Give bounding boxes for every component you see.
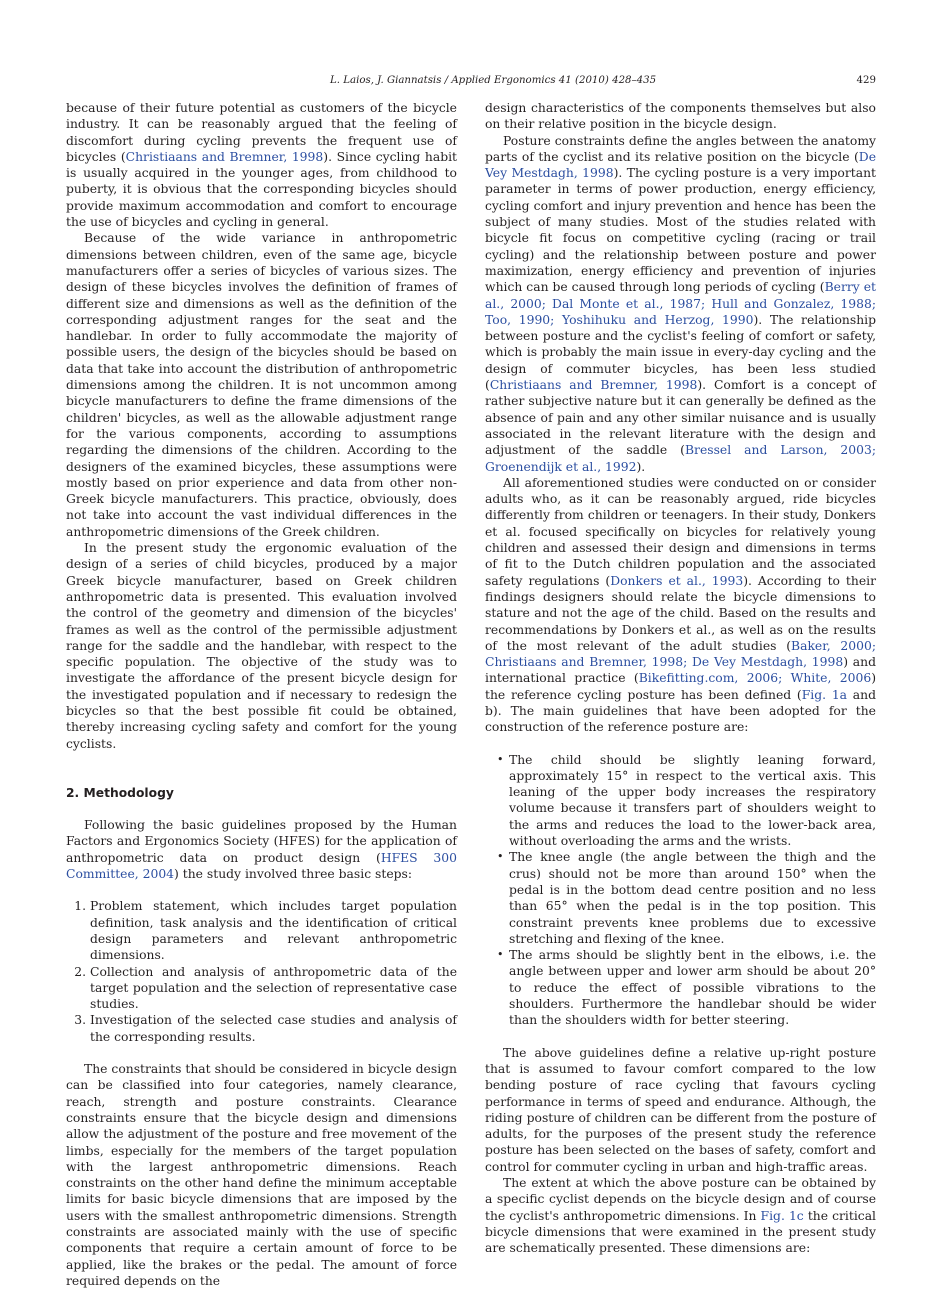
citation-link[interactable]: Bikefitting.com, 2006; White, 2006 bbox=[638, 671, 872, 686]
text: ) the reference cycling posture has been defined ( bbox=[485, 671, 877, 702]
text: ). The relationship between posture and the cyclist's feeling of comfort or safety, which is probably the main issue in every-day cycling and the design of commuter bicycles, has been less studied ( bbox=[485, 312, 876, 393]
paragraph: Because of the wide variance in anthropometric dimensions between children, even of the same age, bicycle manufacturers offer a series of bicycles of various sizes. The design of these bicycles involves the definition of frames of different size and dimensions as well as the definition of the corresponding adjustment ranges for the seat and the handlebar. In order to fully accommodate the majority of possible users, the design of the bicycles should be based on data that take into account the distribution of anthropometric dimensions among the children. It is not uncommon among bicycle manufacturers to define the frame dimensions of the children' bicycles, as well as the allowable adjustment range for the various components, according to assumptions regarding the dimensions of the children. According to the designers of the examined bicycles, these assumptions were mostly based on prior experience and data from other non-Greek bicycle manufacturers. This practice, obviously, does not take into account the vast individual differences in the anthropometric dimensions of the Greek children. bbox=[66, 231, 457, 539]
spacer bbox=[66, 882, 457, 898]
section-heading: 2. Methodology bbox=[66, 785, 174, 800]
paragraph bbox=[485, 133, 876, 475]
paragraph bbox=[66, 817, 457, 882]
paragraph: In the present study the ergonomic evaluation of the design of a series of child bicycles, produced by a major Greek bicycle manufacturer, based on Greek children anthropometric data is presented. This evaluation involved the control of the geometry and dimension of the bicycles' frames as well as the control of the permissible adjustment range for the saddle and the handlebar, with respect to the specific population. The objective of the study was to investigate the affordance of the present bicycle design for the investigated population and if necessary to redesign the bicycles so that the best possible fit could be obtained, thereby increasing cycling safety and comfort for the young cyclists. bbox=[66, 541, 457, 751]
page-number: 429 bbox=[856, 75, 876, 86]
citation-link[interactable]: Bressel and Larson, 2003; Groenendijk et al., 1992 bbox=[485, 443, 876, 474]
list-item: • The arms should be slightly bent in the elbows, i.e. the angle between upper and lower arm should be about 20° to reduce the effect of possible vibrations to the shoulders. Furthermore the handlebar should be wider than the shoulders width for better steering. bbox=[509, 947, 876, 1028]
text: ). The cycling posture is a very important parameter in terms of power production, energy efficiency, cycling comfort and injury prevention and hence has been the subject of many studies. Most of the studies related with bicycle fit focus on competitive cycling (racing or trail cycling) and the relationship between posture and power maximization, energy efficiency and prevention of injuries which can be caused through long periods of cycling ( bbox=[485, 166, 876, 295]
text: the critical bicycle dimensions that were examined in the present study are schematically presented. These dimensions are: bbox=[485, 1208, 877, 1256]
spacer bbox=[485, 736, 876, 752]
spacer bbox=[66, 1045, 457, 1061]
text: Following the basic guidelines proposed by the Human Factors and Ergonomics Society (HFES) for the application of anthropometric data on product design ( bbox=[66, 818, 457, 865]
text: Posture constraints define the angles between the anatomy parts of the cyclist and its relative position on the bicycle ( bbox=[485, 133, 876, 164]
citation-link[interactable]: Baker, 2000; Christiaans and Bremner, 1998; De Vey Mestdagh, 1998 bbox=[485, 638, 876, 670]
text: ) and international practice ( bbox=[485, 655, 876, 686]
spacer bbox=[66, 801, 457, 817]
text: ). Comfort is a concept of rather subjective nature but it can generally be defined as the absence of pain and any other similar nuisance and is usually associated in the relevant literature with the design and adjustment of the saddle ( bbox=[485, 378, 876, 458]
text: and b). The main guidelines that have been adopted for the construction of the reference posture are: bbox=[485, 687, 876, 735]
paragraph bbox=[485, 1175, 876, 1256]
list-item: • The knee angle (the angle between the thigh and the crus) should not be more than around 150° when the pedal is in the bottom dead centre position and no less than 65° when the pedal is in the top position. This constraint prevents knee problems due to excessive stretching and flexing of the knee. bbox=[509, 849, 876, 947]
citation-link[interactable]: Christiaans and Bremner, 1998 bbox=[489, 378, 698, 393]
posture-guidelines-list bbox=[485, 752, 876, 1029]
text: ). bbox=[636, 459, 646, 474]
paragraph: design characteristics of the components themselves but also on their relative position in the bicycle design. bbox=[485, 101, 876, 132]
list-item: 3. Investigation of the selected case studies and analysis of the corresponding results. bbox=[90, 1012, 457, 1045]
running-title: L. Laios, J. Giannatsis / Applied Ergonomics 41 (2010) 428–435 bbox=[330, 75, 657, 86]
right-column bbox=[485, 100, 876, 1256]
list-item: 1. Problem statement, which includes target population definition, task analysis and the identification of critical design parameters and relevant anthropometric dimensions. bbox=[90, 898, 457, 963]
left-column bbox=[66, 100, 457, 1289]
spacer bbox=[66, 752, 457, 785]
list-item: • The child should be slightly leaning forward, approximately 15° in respect to the vertical axis. This leaning of the upper body increases the respiratory volume because it transfers part of shoulders weight to the arms and reduces the load to the lower-back area, without overloading the arms and the wrists. bbox=[509, 752, 876, 850]
paragraph bbox=[485, 475, 876, 736]
paragraph: The constraints that should be considered in bicycle design can be classified into four categories, namely clearance, reach, strength and posture constraints. Clearance constraints ensure that the bicycle design and dimensions allow the adjustment of the posture and free movement of the limbs, especially for the members of the target population with the largest anthropometric dimensions. Reach constraints on the other hand define the minimum acceptable limits for basic bicycle dimensions that are imposed by the users with the smallest anthropometric dimensions. Strength constraints are associated mainly with the use of specific components that require a certain amount of force to be applied, like the brakes or the pedal. The amount of force required depends on the bbox=[66, 1062, 457, 1288]
citation-link[interactable]: De Vey Mestdagh, 1998 bbox=[485, 149, 876, 181]
text: ). According to their findings designers should relate the bicycle dimensions to stature and not the age of the child. Based on the results and recommendations by Donkers et al., as well as on the results of the most relevant of the adult studies ( bbox=[485, 573, 876, 653]
text: because of their future potential as customers of the bicycle industry. It can be reasonably argued that the feeling of discomfort during cycling prevents the frequent use of bicycles ( bbox=[66, 101, 457, 164]
citation-link[interactable]: Berry et al., 2000; Dal Monte et al., 1987; Hull and Gonzalez, 1988; Too, 1990; Yoshihuku and Herzog, 1990 bbox=[485, 280, 876, 327]
paragraph bbox=[66, 100, 457, 230]
paragraph: The above guidelines define a relative up-right posture that is assumed to favour comfort compared to the low bending posture of race cycling that favours cycling performance in terms of speed and endurance. Although, the riding posture of children can be different from the posture of adults, for the purposes of the present study the reference posture has been selected on the bases of safety, comfort and control for commuter cycling in urban and high-traffic areas. bbox=[485, 1045, 876, 1174]
text: The extent at which the above posture can be obtained by a specific cyclist depends on the bicycle design and of course the cyclist's anthropometric dimensions. In bbox=[485, 1176, 876, 1223]
list-item: 2. Collection and analysis of anthropometric data of the target population and the selection of representative case studies. bbox=[90, 964, 457, 1013]
figure-link[interactable]: Fig. 1c bbox=[760, 1208, 804, 1223]
methodology-steps-list bbox=[66, 898, 457, 1045]
text: All aforementioned studies were conducted on or consider adults who, as it can be reasonably argued, ride bicycles differently from children or teenagers. In their study, Donkers et al. focused specifically on bicycles for relatively young children and assessed their design and dimensions in terms of fit to the Dutch children population and the associated safety regulations ( bbox=[485, 475, 876, 588]
text: ) the study involved three basic steps: bbox=[174, 867, 413, 882]
text: ). Since cycling habit is usually acquired in the younger ages, from childhood to puberty, it is obvious that the corresponding bicycles should provide maximum accommodation and comfort to encourage the use of bicycles and cycling in general. bbox=[66, 149, 458, 230]
spacer bbox=[485, 1029, 876, 1045]
citation-link[interactable]: Donkers et al., 1993 bbox=[610, 573, 744, 588]
figure-link[interactable]: Fig. 1a bbox=[801, 687, 848, 702]
citation-link[interactable]: Christiaans and Bremner, 1998 bbox=[125, 149, 324, 164]
citation-link[interactable]: HFES 300 Committee, 2004 bbox=[66, 850, 457, 882]
running-header bbox=[66, 75, 876, 91]
